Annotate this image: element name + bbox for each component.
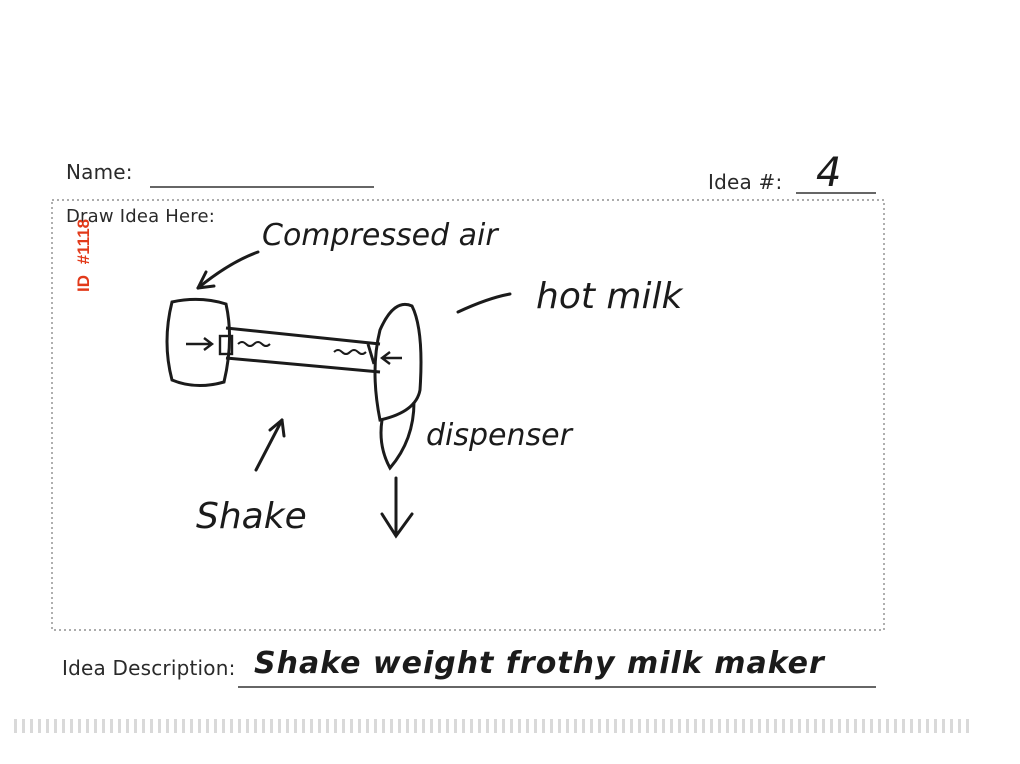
idea-number-value: 4 <box>816 150 842 196</box>
description-label: Idea Description: <box>62 656 236 680</box>
shake-arrow <box>256 420 282 470</box>
draw-label: Draw Idea Here: <box>66 206 216 227</box>
id-stamp <box>74 213 94 292</box>
label-dispenser: dispenser <box>426 418 572 453</box>
drawing-frame <box>52 200 884 630</box>
label-compressed-air: Compressed air <box>262 218 498 253</box>
stamp-id-label: ID <box>74 275 93 292</box>
description-value: Shake weight frothy milk maker <box>254 646 825 681</box>
idea-number-label: Idea #: <box>708 170 783 194</box>
name-label: Name: <box>66 160 133 184</box>
compressed-air-arrow <box>198 252 258 288</box>
label-hot-milk: hot milk <box>536 276 683 317</box>
stamp-id-number: #1118 <box>74 218 93 265</box>
label-shake: Shake <box>196 496 307 537</box>
dispenser-spout <box>381 402 414 468</box>
hot-milk-pointer <box>458 294 510 312</box>
